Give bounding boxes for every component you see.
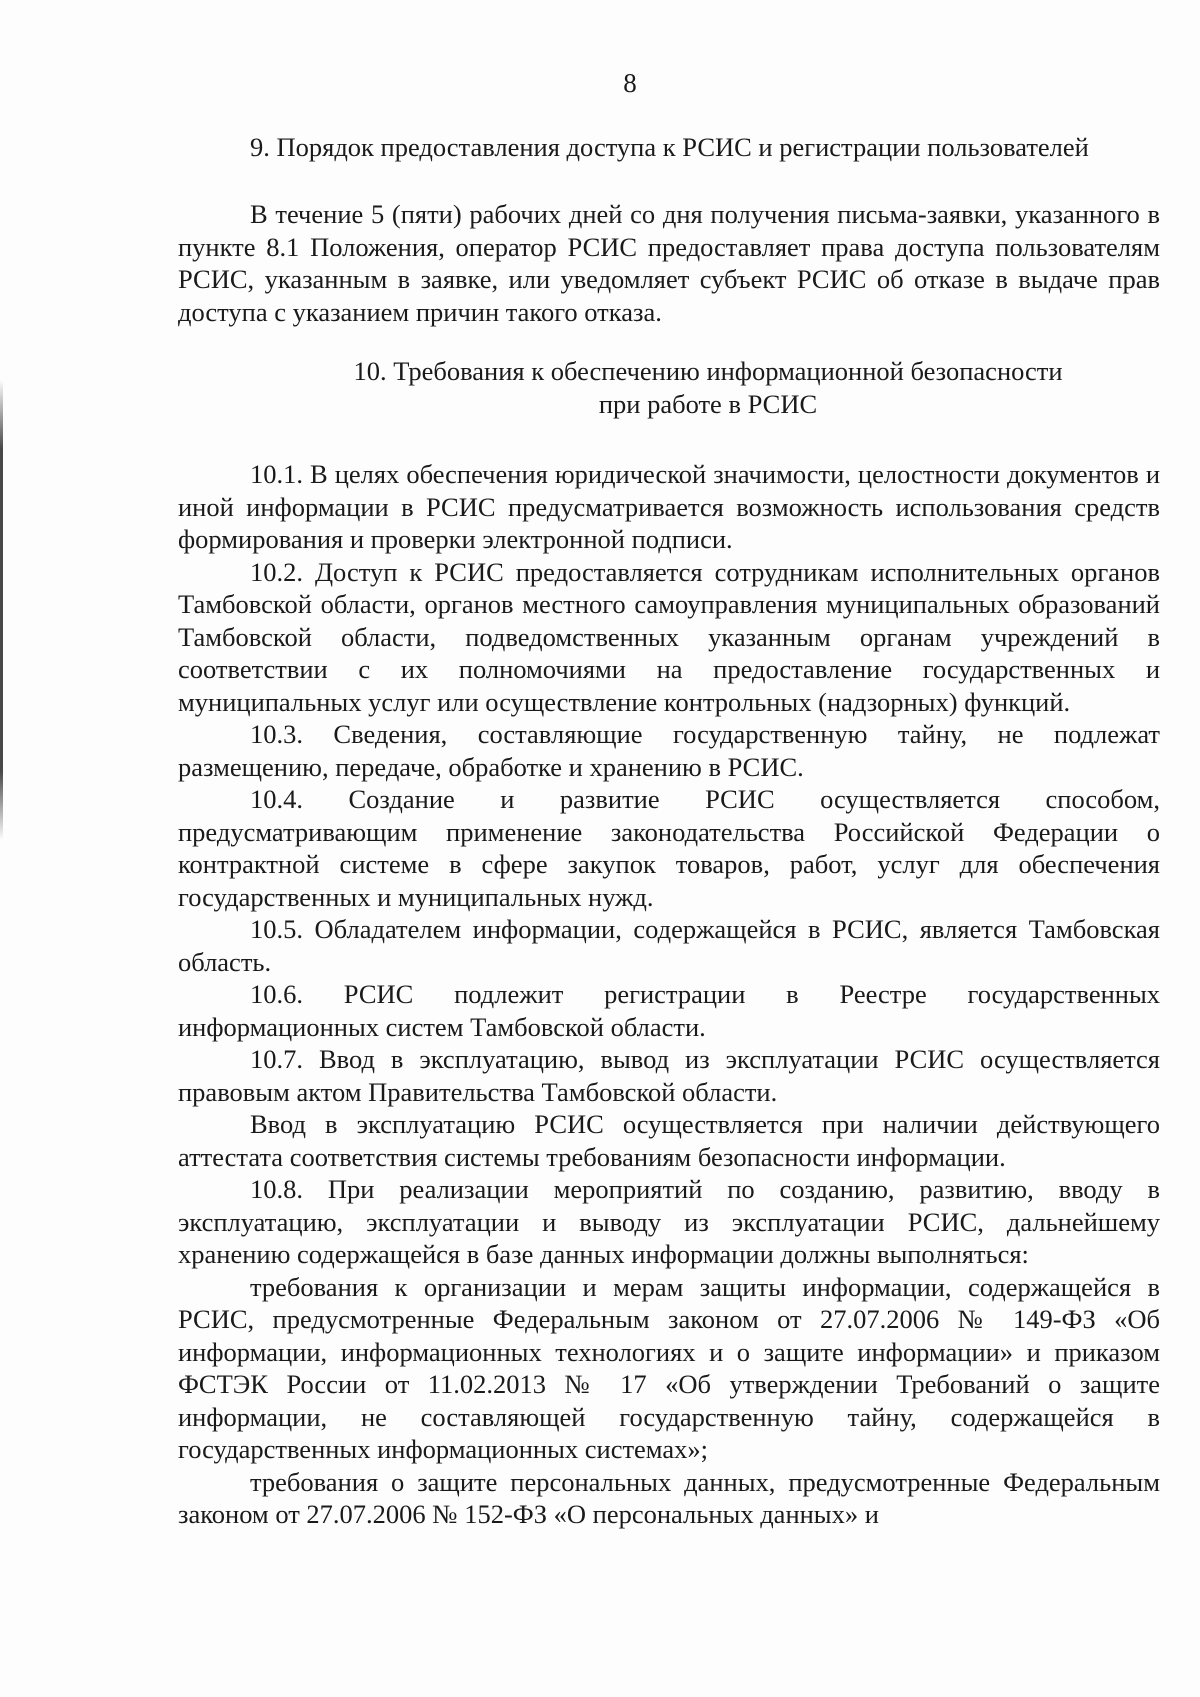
page-number: 8	[623, 68, 637, 98]
paragraph-10-5: 10.5. Обладателем информации, содержащейся в РСИС, является Тамбовская область.	[178, 914, 1160, 977]
paragraph-10-8: 10.8. При реализации мероприятий по созданию, развитию, вводу в эксплуатацию, эксплуатации и выводу из эксплуатации РСИС, дальнейшему хранению содержащейся в базе данных информации должны выполняться:	[178, 1174, 1160, 1269]
paragraph-10-8-item-2: требования о защите персональных данных, предусмотренные Федеральным законом от 27.07.2006 № 152-ФЗ «О персональных данных» и	[178, 1466, 1160, 1529]
paragraph-10-1: 10.1. В целях обеспечения юридической значимости, целостности документов и иной информации в РСИС предусматривается возможность использования средств формирования и проверки электронной подписи.	[178, 459, 1160, 554]
section-10-heading-line-2: при работе в РСИС	[598, 388, 818, 419]
section-10-body	[178, 458, 1160, 1531]
paragraph-10-7-continued: Ввод в эксплуатацию РСИС осуществляется при наличии действующего аттестата соответствия системы требованиям безопасности информации.	[178, 1109, 1160, 1172]
paragraph-10-7: 10.7. Ввод в эксплуатацию, вывод из эксплуатации РСИС осуществляется правовым актом Правительства Тамбовской области.	[178, 1044, 1160, 1107]
section-10-heading	[178, 355, 1160, 420]
paragraph: В течение 5 (пяти) рабочих дней со дня получения письма-заявки, указанного в пункте 8.1 Положения, оператор РСИС предоставляет права доступа пользователям РСИС, указанным в заявке, или уведомляет субъект РСИС об отказе в выдаче прав доступа с указанием причин такого отказа.	[178, 199, 1160, 327]
paragraph-10-2: 10.2. Доступ к РСИС предоставляется сотрудникам исполнительных органов Тамбовской области, органов местного самоуправления муниципальных образований Тамбовской области, подведомственных указанным органам учреждений в соответствии с их полномочиями на предоставление государственных и муниципальных услуг или осуществление контрольных (надзорных) функций.	[178, 556, 1160, 717]
paragraph-10-8-item-1: требования к организации и мерам защиты информации, содержащейся в РСИС, предусмотренные Федеральным законом от 27.07.2006 № 149-ФЗ «Об информации, информационных технологиях и о защите информации» и приказом ФСТЭК России от 11.02.2013 № 17 «Об утверждении Требований о защите информации, не составляющей государственную тайну, содержащейся в государственных информационных системах»;	[178, 1271, 1160, 1464]
section-9-heading: 9. Порядок предоставления доступа к РСИС и регистрации пользователей	[250, 132, 1089, 162]
paragraph-10-3: 10.3. Сведения, составляющие государственную тайну, не подлежат размещению, передаче, обработке и хранению в РСИС.	[178, 719, 1160, 782]
section-10-heading-line-1: 10. Требования к обеспечению информационной безопасности	[353, 356, 1063, 386]
paragraph-10-6: 10.6. РСИС подлежит регистрации в Реестре государственных информационных систем Тамбовской области.	[178, 979, 1160, 1042]
paragraph-10-4: 10.4. Создание и развитие РСИС осуществляется способом, предусматривающим применение законодательства Российской Федерации о контрактной системе в сфере закупок товаров, работ, услуг для обеспечения государственных и муниципальных нужд.	[178, 784, 1160, 912]
scan-edge-shadow	[0, 380, 3, 840]
section-9-body	[178, 198, 1160, 328]
